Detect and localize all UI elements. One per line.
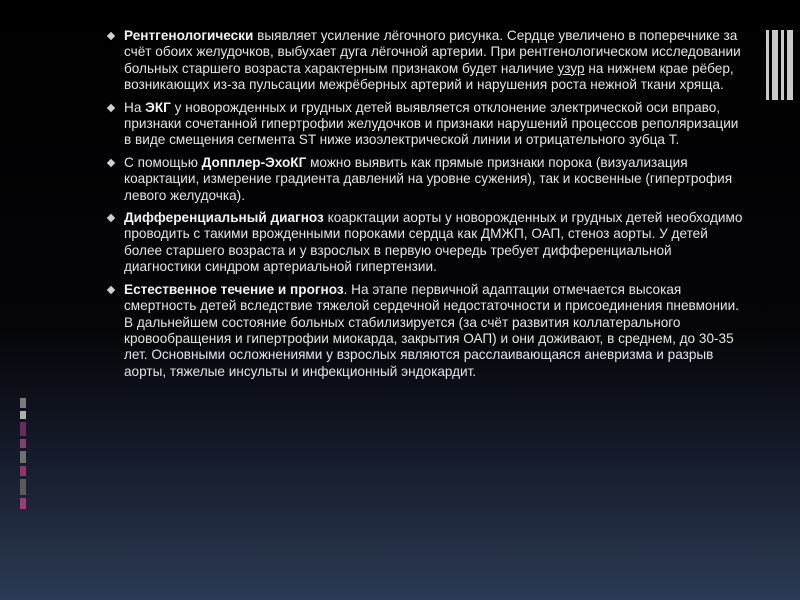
slide-content [108, 28, 748, 386]
list-item [108, 28, 748, 94]
decor-segment [20, 479, 26, 495]
term-uzur: узур [557, 60, 585, 76]
decorative-bars-top-right [766, 30, 794, 100]
bullet-icon [107, 159, 115, 167]
term-differential: Дифференциальный диагноз [124, 210, 324, 226]
decor-bar [787, 30, 793, 100]
bullet-icon [107, 214, 115, 222]
text: На [124, 99, 146, 115]
text: коарктации аорты у новорожденных и грудных детей необходимо проводить с такими врожденными пороками сердца как ДМЖП, ОАП, стеноз аорты. У детей более старшего возраста и у взрослых в первую очередь требует дифференциальной диагностики синдром артериальной гипертензии. [124, 210, 743, 275]
decor-segment [20, 411, 26, 419]
term-xray: Рентгенологически [124, 28, 254, 43]
list-item [108, 210, 748, 276]
decor-segment [20, 422, 26, 436]
decorative-segments-left [20, 398, 30, 508]
term-ecg: ЭКГ [145, 99, 171, 115]
text: . На этапе первичной адаптации отмечается высокая смертность детей вследствие тяжелой сердечной недостаточности и присоединения пневмонии. В дальнейшем состояние больных стабилизируется (за счёт развития коллатерального кровообращения и гипертрофии миокарда, закрытия ОАП) и они доживают, в среднем, до 30-35 лет. Основными осложнениями у взрослых являются расслаивающаяся аневризма и разрыв аорты, тяжелые инсульты и инфекционный эндокардит. [124, 281, 739, 379]
list-item [108, 282, 748, 380]
bullet-icon [107, 285, 115, 293]
text: выявляет усиление лёгочного рисунка. Сердце увеличено в поперечнике за счёт обоих желудочков, выбухает дуга лёгочной артерии. При рентгенологическом исследовании больных старшего возраста характерным признаком будет наличие [124, 28, 741, 76]
bullet-icon [107, 103, 115, 111]
decor-segment [20, 451, 26, 463]
decor-bar [772, 30, 778, 100]
term-doppler: Допплер-ЭхоКГ [201, 154, 307, 170]
decor-segment [20, 398, 26, 408]
decor-segment [20, 498, 26, 509]
text: С помощью [124, 154, 202, 170]
text: можно выявить как прямые признаки порока (визуализация коарктации, измерение градиента давлений на уровне сужения), так и косвенные (гипертрофия левого желудочка). [124, 154, 733, 203]
decor-segment [20, 439, 26, 448]
list-item [108, 100, 748, 149]
bullet-icon [107, 32, 115, 40]
text: у новорожденных и грудных детей выявляется отклонение электрической оси вправо, признаки сочетанной гипертрофии желудочков и признаки нарушений процессов реполяризации в виде смещения сегмента ST ниже изоэлектрической линии и отрицательного зубца Т. [124, 99, 739, 148]
decor-bar [781, 30, 784, 100]
bullet-list [108, 28, 748, 380]
term-prognosis: Естественное течение и прогноз [124, 281, 344, 297]
decor-bar [766, 30, 769, 100]
list-item [108, 155, 748, 204]
text: на нижнем крае рёбер, возникающих из-за пульсации межрёберных артерий и нарушения роста нежной ткани хряща. [124, 60, 734, 93]
decor-segment [20, 466, 26, 476]
